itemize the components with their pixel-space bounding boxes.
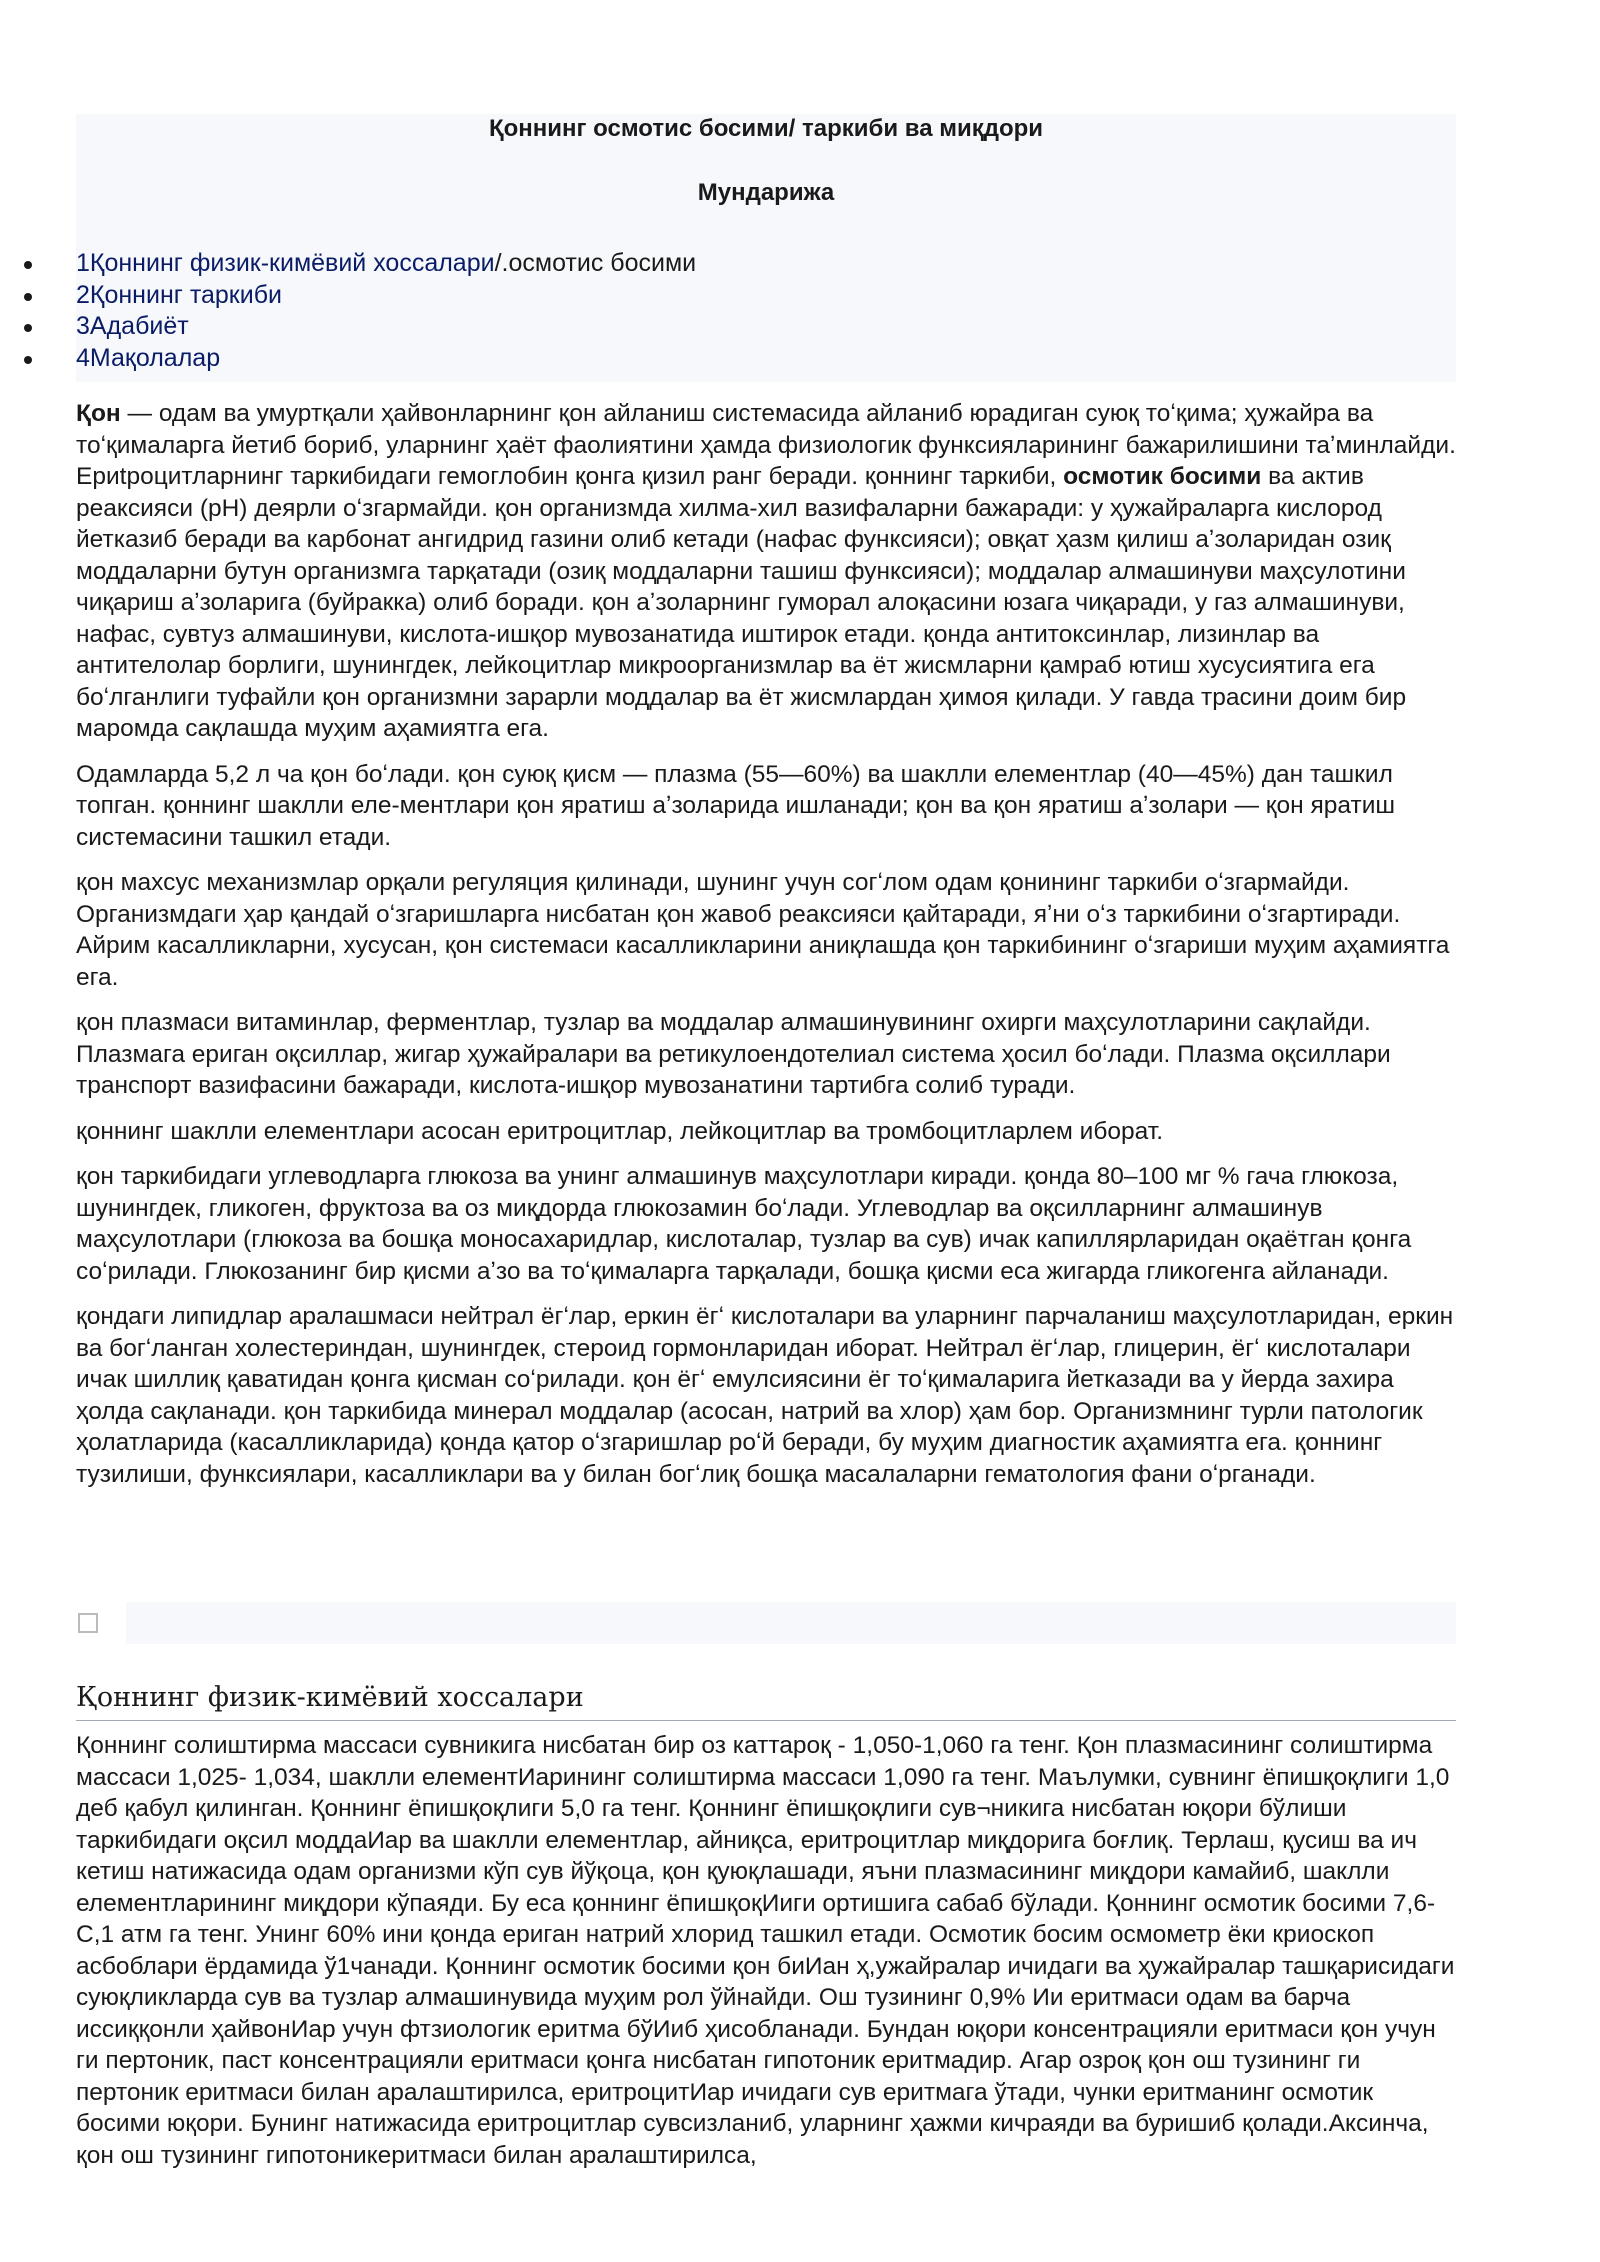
- toc-link-1[interactable]: [76, 249, 495, 277]
- toc-label: Адабиёт: [89, 312, 189, 340]
- placeholder-bar: [126, 1602, 1456, 1644]
- toc-suffix: /.осмотис босими: [494, 249, 697, 277]
- toc-label: Қоннинг таркиби: [89, 280, 282, 309]
- term-blood: Қон: [76, 400, 121, 427]
- intro-paragraph-3: қон махсус механизмлар орқали регуляция қилинади, шунинг учун согʻлом одам қонининг таркиби оʻзгармайди. Организмдаги ҳар қандай оʻзгаришларга нисбатан қон жавоб реаксияси қайтаради, яʼни оʻз таркибини оʻзгартиради. Айрим касалликларни, хусусан, қон системаси касалликларини аниқлашда қон таркибининг оʻзгариши муҳим аҳамиятга ега.: [76, 869, 1450, 991]
- intro-paragraph-7: қондаги липидлар аралашмаси нейтрал ёгʻлар, еркин ёгʻ кислоталари ва уларнинг парчаланиш маҳсулотларидан, еркин ва богʻланган холестериндан, шунингдек, стероид гормонларидан иборат. Нейтрал ёгʻлар, глицерин, ёгʻ кислоталари ичак шиллиқ қаватидан қонга қисман соʻрилади. қон ёгʻ емулсиясини ёг тоʻқималарига йетказади ва у йерда захира ҳолда сақланади. қон таркибида минерал моддалар (асосан, натрий ва хлор) ҳам бор. Организмнинг турли патологик ҳолатларида (касалликларида) қонда қатор оʻзгаришлар роʻй беради, бу муҳим диагностик аҳамиятга ега. қоннинг тузилиши, функсиялари, касалликлари ва у билан богʻлиқ бошқа масалаларни гематология фани оʻрганади.: [76, 1303, 1454, 1488]
- toc-number: 1: [76, 249, 90, 277]
- bullet-icon: [24, 293, 32, 301]
- toc-label: Мақолалар: [89, 343, 221, 372]
- checkbox-row: [76, 1602, 1456, 1644]
- intro-text-b: ва актив реаксияси (pH) деярли оʻзгармайди. қон организмда хилма-хил вазифаларни бажаради: у ҳужайраларга кислород йетказиб беради ва карбонат ангидрид газини олиб кетади (нафас функсияси); овқат ҳазм қилиш аʼзоларидан озиқ моддаларни бутун организмга тарқатади (озиқ моддаларни ташиш функсияси); моддалар алмашинуви маҳсулотини чиқариш аʼзоларига (буйракка) олиб боради. қон аʼзоларнинг гуморал алоқасини юзага чиқаради, у газ алмашинуви, нафас, сувтуз алмашинуви, кислота-ишқор мувозанатида иштирок етади. қонда антитоксинлар, лизинлар ва антителолар борлиги, шунингдек, лейкоцитлар микроорганизмлар ва ёт жисмларни қамраб ютиш хусусиятига ега боʻлганлиги туфайли қон организмни зарарли моддалар ва ёт жисмлардан ҳимоя қилади. У гавда трасини доим бир маромда сақлашда муҳим аҳамиятга ега.: [76, 463, 1407, 742]
- toc-item: [24, 343, 696, 375]
- toc-link-3[interactable]: [76, 312, 189, 340]
- intro-text-a: — одам ва умуртқали ҳайвонларнинг қон айланиш системасида айланиб юрадиган суюқ тоʻқима; ҳужайра ва тоʻқималарга йетиб бориб, уларнинг ҳаёт фаолиятини ҳамда физиологик функсияларининг бажарилишини таʼминлайди. Ериtроцитларнинг таркибидаги гемоглобин қонга қизил ранг беради. қоннинг таркиби,: [76, 400, 1456, 490]
- toc-item: [24, 248, 696, 280]
- page-title: Қоннинг осмотис босими/ таркиби ва миқдори: [488, 115, 1044, 142]
- bullet-icon: [24, 324, 32, 332]
- section-heading-physchem: Қоннинг физик-кимёвий хоссалари: [76, 1678, 1456, 1721]
- toc-list: [24, 248, 696, 374]
- checkbox[interactable]: [78, 1613, 98, 1633]
- toc-number: 4: [76, 343, 90, 372]
- toc-number: 3: [76, 312, 90, 340]
- toc-link-2[interactable]: [76, 281, 282, 309]
- toc-item: [24, 280, 696, 312]
- intro-paragraph-6: қон таркибидаги углеводларга глюкоза ва унинг алмашинув маҳсулотлари киради. қонда 80–100 мг % гача глюкоза, шунингдек, гликоген, фруктоза ва оз миқдорда глюкозамин боʻлади. Углеводлар ва оқсилларнинг алмашинув маҳсулотлари (глюкоза ва бошқа моносахаридлар, кислоталар, тузлар ва сув) ичак капиллярларидан оқаётган қонга соʻрилади. Глюкозанинг бир қисми аʼзо ва тоʻқималарга тарқалади, бошқа қисми еса жигарда гликогенга айланади.: [76, 1163, 1412, 1285]
- physchem-paragraph-1: Қоннинг солиштирма массаси сувникига нисбатан бир оз каттароқ - 1,050-1,060 га тенг. Қон плазмасининг солиштирма массаси 1,025- 1,034, шаклли елементИарининг солиштирма массаси 1,090 га тенг. Маълумки, сувнинг ёпишқоқлиги 1,0 деб қабул қилинган. Қоннинг ёпишқоқлиги 5,0 га тенг. Қоннинг ёпишқоқлиги сув¬никига нисбатан юқори бўлиши таркибидаги оқсил моддаИар ва шаклли елементлар, айниқса, еритроцитлар миқдорига боғлиқ. Терлаш, қусиш ва ич кетиш натижасида одам организми кўп сув йўқоца, қон қуюқлашади, яъни плазмасининг миқдори камайиб, шаклли елементларининг миқдори кўпаяди. Бу еса қоннинг ёпишқоқИиги ортишига сабаб бўлади. Қоннинг осмотик босими 7,6-С,1 атм га тенг. Унинг 60% ини қонда ериган натрий хлорид ташкил етади. Осмотик босим осмометр ёки криоскоп асбоблари ёрдамида ў1чанади. Қоннинг осмотик босими қон биИан ҳ,ужайралар ичидаги ва ҳужайралар ташқарисидаги суюқликларда сув ва тузлар алмашинувида муҳим рол ўйнайди. Ош тузининг 0,9% Ии еритмаси одам ва барча иссиққонли ҳайвонИар учун фтзиологик еритма бўИиб ҳисобланади. Бундан юқори консентрацияли еритмаси қон учун ги пертоник, паст консентрацияли еритмаси қонга нисбатан гипотоник еритмадир. Агар озроқ қон ош тузининг ги пертоник еритмаси билан аралаштирилса, еритроцитИар ичидаги сув еритмага ўтади, чунки еритманинг осмотик босими юқори. Бунинг натижасида еритроцитлар сувсизланиб, уларнинг ҳажми кичраяди ва буришиб қолади.Аксинча, қон ош тузининг гипотоникеритмаси билан аралаштирилса,: [76, 1732, 1455, 2169]
- toc-link-4[interactable]: [76, 344, 220, 372]
- intro-section: [76, 398, 1456, 1504]
- physchem-section: [76, 1730, 1456, 2185]
- toc-heading: Мундарижа: [697, 179, 835, 206]
- intro-paragraph-2: Одамларда 5,2 л ча қон боʻлади. қон суюқ қисм — плазма (55—60%) ва шаклли елементлар (40—45%) дан ташкил топган. қоннинг шаклли еле-ментлари қон яратиш аʼзоларида ишланади; қон ва қон яратиш аʼзолари — қон яратиш системасини ташкил етади.: [76, 760, 1396, 851]
- toc-label: Қоннинг физик-кимёвий хоссалари: [89, 249, 495, 277]
- intro-paragraph-1: [76, 398, 1456, 745]
- term-osmotic-pressure: осмотик босими: [1063, 463, 1262, 490]
- bullet-icon: [24, 261, 32, 269]
- toc-number: 2: [76, 280, 90, 309]
- intro-paragraph-5: қоннинг шаклли елементлари асосан еритроцитлар, лейкоцитлар ва тромбоцитларлем иборат.: [76, 1117, 1164, 1145]
- intro-paragraph-4: қон плазмаси витаминлар, ферментлар, тузлар ва моддалар алмашинувининг охирги маҳсулотларини сақлайди. Плазмага ериган оқсиллар, жигар ҳужайралари ва ретикулоендотелиал система ҳосил боʻлади. Плазма оқсиллари транспорт вазифасини бажаради, кислота-ишқор мувозанатини тартибга солиб туради.: [76, 1009, 1391, 1099]
- bullet-icon: [24, 356, 32, 364]
- toc-item: [24, 311, 696, 343]
